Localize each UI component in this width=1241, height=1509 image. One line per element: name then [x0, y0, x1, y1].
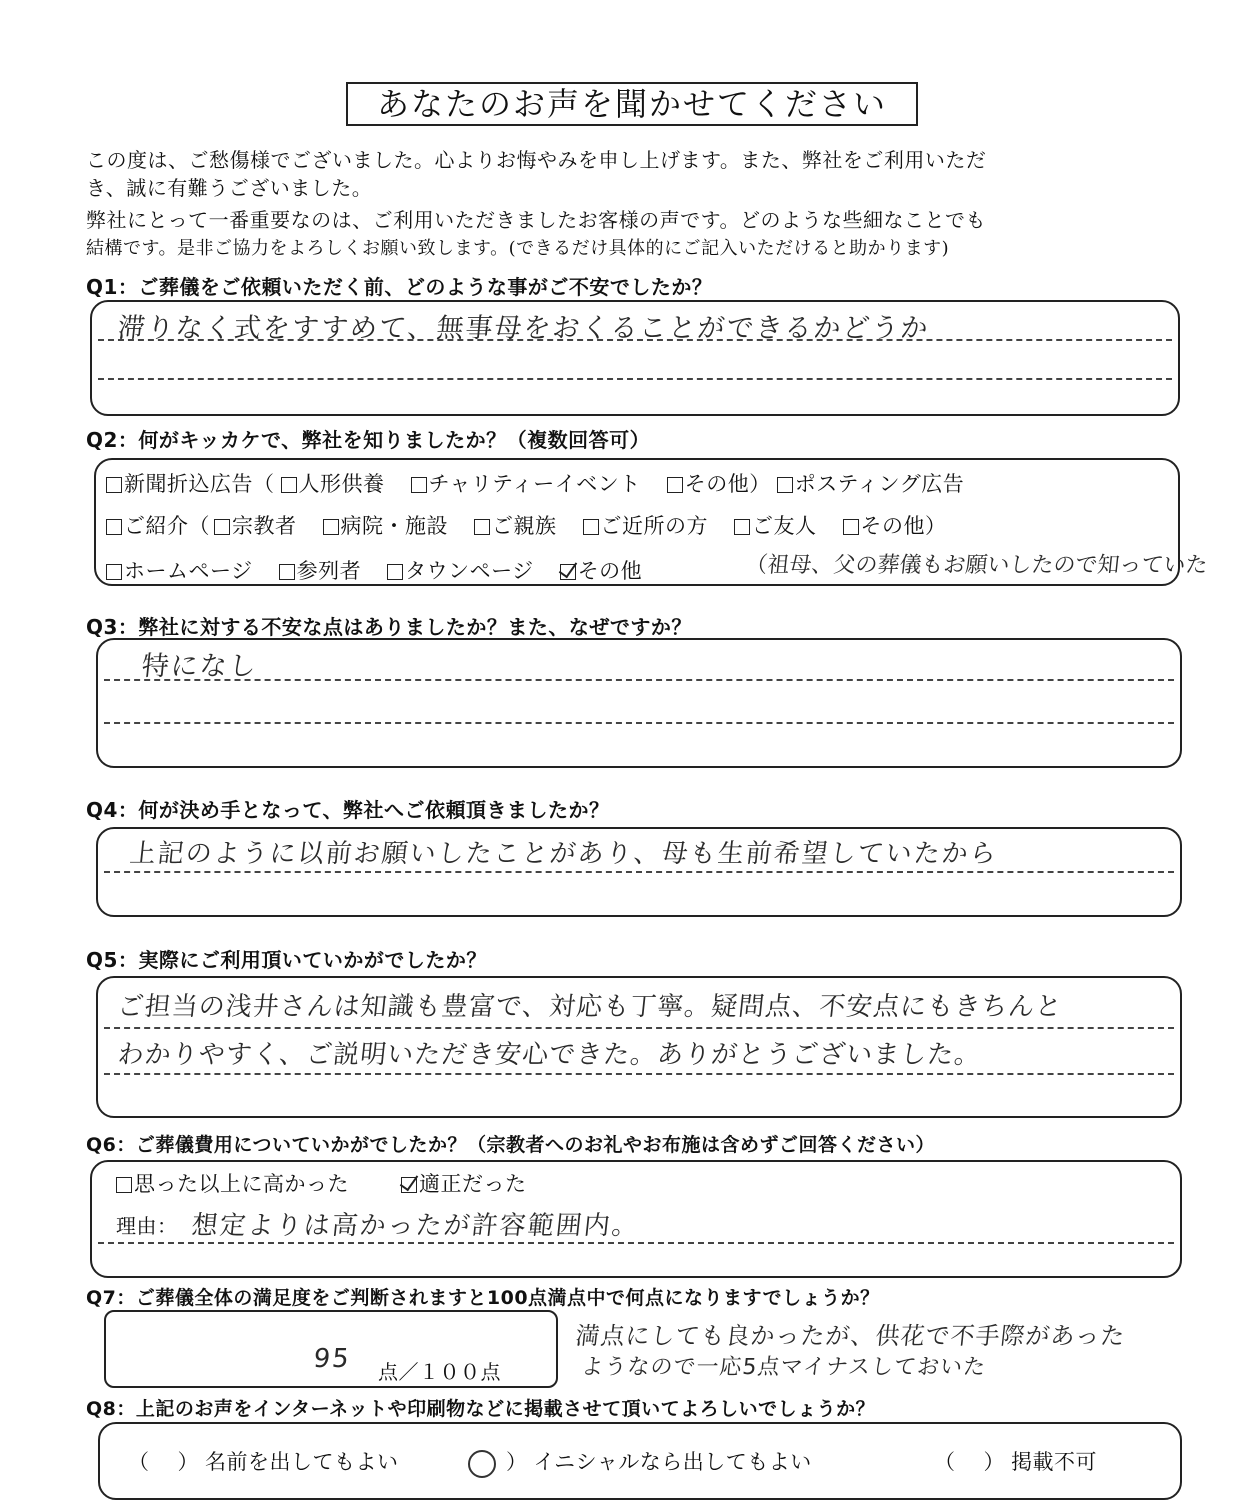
q6-options: [116, 1168, 527, 1198]
q3-line-1: [104, 679, 1174, 681]
checkbox[interactable]: [323, 519, 339, 535]
q7-question: Q7：ご葬儀全体の満足度をご判断されますと100点満点中で何点になりますでしょうか？: [86, 1287, 880, 1309]
q2-option-other-3[interactable]: その他: [560, 559, 643, 583]
q2-option-attendee[interactable]: 参列者: [279, 559, 362, 583]
q8-option-no-publish[interactable]: [934, 1446, 1097, 1476]
q2-option-posting-ad[interactable]: ポスティング広告: [777, 472, 964, 496]
checkbox-checked[interactable]: [401, 1177, 417, 1193]
q2-option-newspaper[interactable]: 新聞折込広告（: [106, 472, 275, 496]
q8-question: Q8：上記のお声をインターネットや印刷物などに掲載させて頂いてよろしいでしょうか？: [86, 1398, 876, 1420]
q4-answer: 上記のように以前お願いしたことがあり、母も生前希望していたから: [128, 839, 1000, 869]
q3-line-2: [104, 722, 1174, 724]
q1-question: Q1：ご葬儀をご依頼いただく前、どのような事がご不安でしたか？: [86, 275, 713, 299]
selected-circle-icon: [468, 1450, 496, 1478]
q8-option-name-label: 名前を出してもよい: [205, 1450, 399, 1474]
checkbox[interactable]: [116, 1177, 132, 1193]
checkbox[interactable]: [411, 477, 427, 493]
intro-line-2: き、誠に有難うございました。: [86, 176, 373, 200]
q5-line-2: [104, 1073, 1174, 1075]
q5-answer-line-1: ご担当の浅井さんは知識も豊富で、対応も丁寧。疑問点、不安点にもきちんと: [116, 992, 1064, 1022]
q3-answer: 特になし: [140, 651, 260, 682]
q7-comment-line-2: ようなので一応5点マイナスしておいた: [580, 1355, 988, 1380]
survey-title: あなたのお声を聞かせてください: [346, 82, 918, 126]
q8-option-initials-label: イニシャルなら出してもよい: [533, 1450, 812, 1474]
q2-option-other-2[interactable]: その他）: [843, 514, 947, 538]
paren-close: ）: [983, 1450, 1005, 1474]
q8-option-initials[interactable]: [468, 1446, 812, 1478]
q7-comment-line-1: 満点にしても良かったが、供花で不手際があった: [574, 1322, 1127, 1350]
checkbox-checked[interactable]: [560, 564, 576, 580]
paren-open: （: [128, 1450, 150, 1474]
q2-option-homepage[interactable]: ホームページ: [106, 559, 253, 583]
q2-option-townpage[interactable]: タウンページ: [387, 559, 534, 583]
q2-option-referral[interactable]: ご紹介（: [106, 514, 210, 538]
checkbox[interactable]: [843, 519, 859, 535]
q3-question: Q3：弊社に対する不安な点はありましたか？また、なぜですか？: [86, 615, 692, 639]
checkbox[interactable]: [106, 477, 122, 493]
q8-option-name[interactable]: [128, 1446, 399, 1476]
checkbox[interactable]: [474, 519, 490, 535]
checkbox[interactable]: [106, 519, 122, 535]
checkbox[interactable]: [281, 477, 297, 493]
q1-line-2: [98, 378, 1172, 380]
checkbox[interactable]: [667, 477, 683, 493]
q4-question: Q4：何が決め手となって、弊社へご依頼頂きましたか？: [86, 798, 610, 822]
q2-option-charity-event[interactable]: チャリティーイベント: [411, 472, 641, 496]
q2-option-relatives[interactable]: ご親族: [474, 514, 557, 538]
q2-option-religious[interactable]: 宗教者: [214, 514, 297, 538]
q3-answer-box[interactable]: [96, 638, 1182, 768]
q2-option-hospital[interactable]: 病院・施設: [323, 514, 449, 538]
q6-question: Q6：ご葬儀費用についていかがでしたか？（宗教者へのお礼やお布施は含めずご回答ください）: [86, 1134, 935, 1156]
q2-option-other-1[interactable]: その他）: [667, 472, 771, 496]
q4-line-1: [104, 871, 1174, 873]
q2-row-3: [106, 555, 642, 585]
q2-other-answer: （祖母、父の葬儀もお願いしたので知っていた: [744, 553, 1209, 578]
q1-answer: 滞りなく式をすすめて、無事母をおくることができるかどうか: [116, 313, 932, 344]
q5-question: Q5：実際にご利用頂いていかがでしたか？: [86, 948, 487, 972]
q7-score-suffix: 点／１００点: [378, 1360, 501, 1384]
q6-option-reasonable[interactable]: 適正だった: [401, 1172, 527, 1196]
intro-line-3: 弊社にとって一番重要なのは、ご利用いただきましたお客様の声です。どのような些細なことでも: [86, 208, 986, 232]
q7-score: 95: [312, 1344, 353, 1374]
q6-reason-label: 理由：: [116, 1214, 178, 1238]
checkbox[interactable]: [387, 564, 403, 580]
checkbox[interactable]: [106, 564, 122, 580]
q2-option-friends[interactable]: ご友人: [734, 514, 817, 538]
q2-question: Q2：何がキッカケで、弊社を知りましたか？（複数回答可）: [86, 428, 651, 452]
paren-open: （: [934, 1450, 956, 1474]
q5-line-1: [104, 1027, 1174, 1029]
q2-row-1: [106, 468, 964, 498]
q5-answer-line-2: わかりやすく、ご説明いただき安心できた。ありがとうございました。: [116, 1040, 983, 1070]
intro-line-4: 結構です。是非ご協力をよろしくお願い致します。(できるだけ具体的にご記入いただけると助かります): [86, 238, 950, 259]
q2-option-doll-memorial[interactable]: 人形供養: [281, 472, 385, 496]
checkbox[interactable]: [214, 519, 230, 535]
q6-line-1: [98, 1242, 1174, 1244]
q2-option-neighbors[interactable]: ご近所の方: [583, 514, 709, 538]
checkbox[interactable]: [777, 477, 793, 493]
checkbox[interactable]: [583, 519, 599, 535]
q6-option-too-expensive[interactable]: 思った以上に高かった: [116, 1172, 349, 1196]
q8-option-no-publish-label: 掲載不可: [1011, 1450, 1097, 1474]
intro-line-1: この度は、ご愁傷様でございました。心よりお悔やみを申し上げます。また、弊社をご利用いただ: [86, 148, 987, 172]
q6-reason: 想定よりは高かったが許容範囲内。: [190, 1211, 642, 1241]
checkbox[interactable]: [734, 519, 750, 535]
paren-close: ）: [506, 1450, 528, 1474]
q2-row-2: [106, 510, 947, 540]
checkbox[interactable]: [279, 564, 295, 580]
paren-close: ）: [177, 1450, 199, 1474]
